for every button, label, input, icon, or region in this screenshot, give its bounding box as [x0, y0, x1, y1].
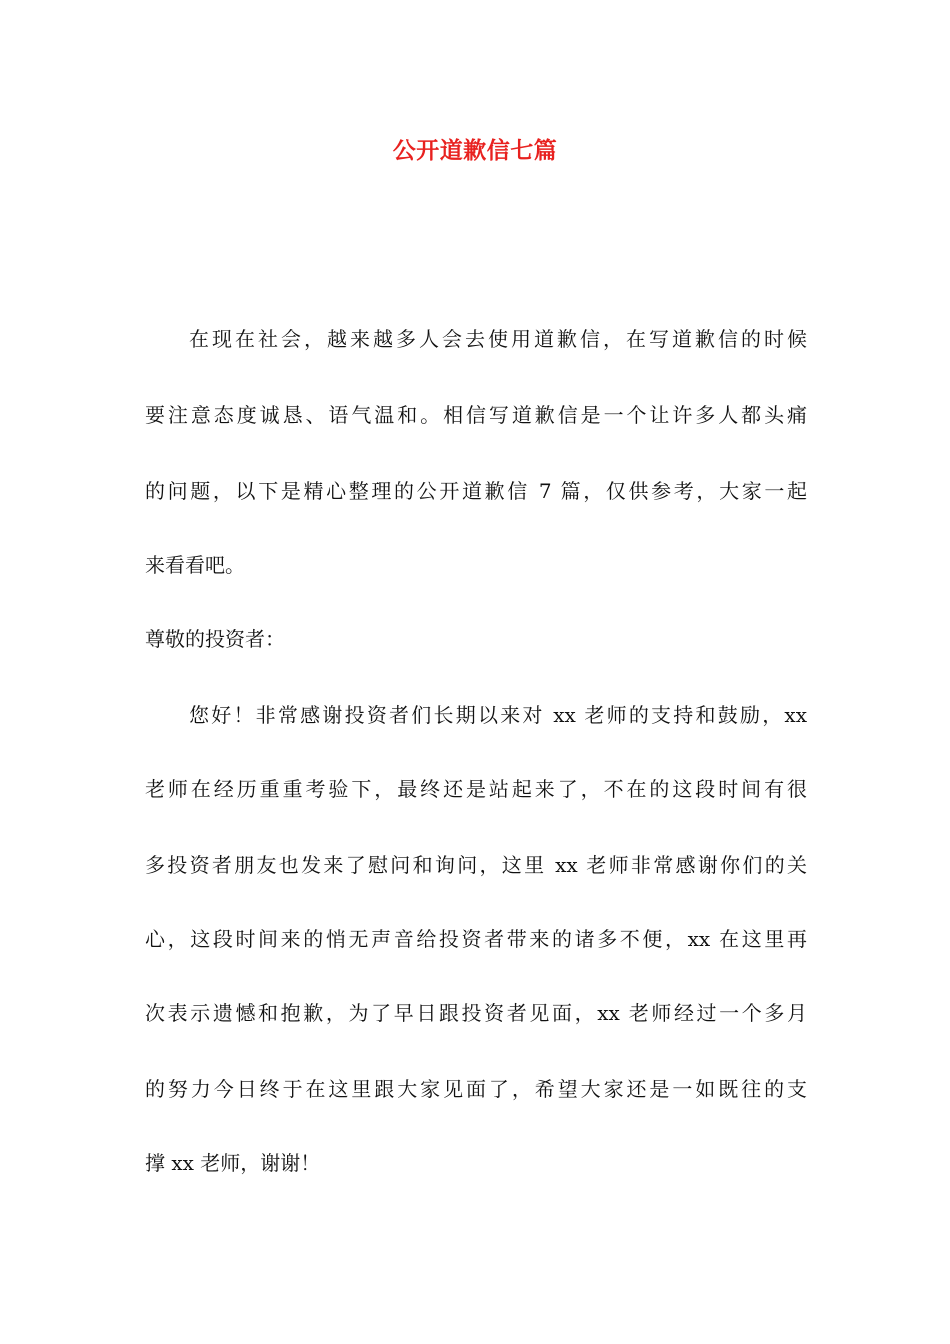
paragraph-3-line-7: 撑 xx 老师，谢谢！ [145, 1151, 321, 1175]
salutation: 尊敬的投资者： [145, 627, 285, 651]
paragraph-1-line-2: 要注意态度诚恳、语气温和。相信写道歉信是一个让许多人都头痛 [145, 403, 807, 427]
document-title: 公开道歉信七篇 [392, 137, 558, 164]
paragraph-3-line-4: 心，这段时间来的悄无声音给投资者带来的诸多不便，xx 在这里再 [145, 927, 807, 951]
paragraph-1-line-4: 来看看吧。 [145, 553, 245, 577]
paragraph-1-line-3: 的问题，以下是精心整理的公开道歉信 7 篇，仅供参考，大家一起 [145, 479, 807, 503]
paragraph-3-line-5: 次表示遗憾和抱歉，为了早日跟投资者见面，xx 老师经过一个多月 [145, 1001, 807, 1025]
paragraph-3-line-2: 老师在经历重重考验下，最终还是站起来了，不在的这段时间有很 [145, 777, 807, 801]
paragraph-3-line-6: 的努力今日终于在这里跟大家见面了，希望大家还是一如既往的支 [145, 1077, 807, 1101]
paragraph-1-line-1: 在现在社会，越来越多人会去使用道歉信，在写道歉信的时候 [189, 327, 807, 351]
paragraph-3-line-1: 您好！非常感谢投资者们长期以来对 xx 老师的支持和鼓励，xx [189, 703, 807, 727]
paragraph-3-line-3: 多投资者朋友也发来了慰问和询问，这里 xx 老师非常感谢你们的关 [145, 853, 807, 877]
